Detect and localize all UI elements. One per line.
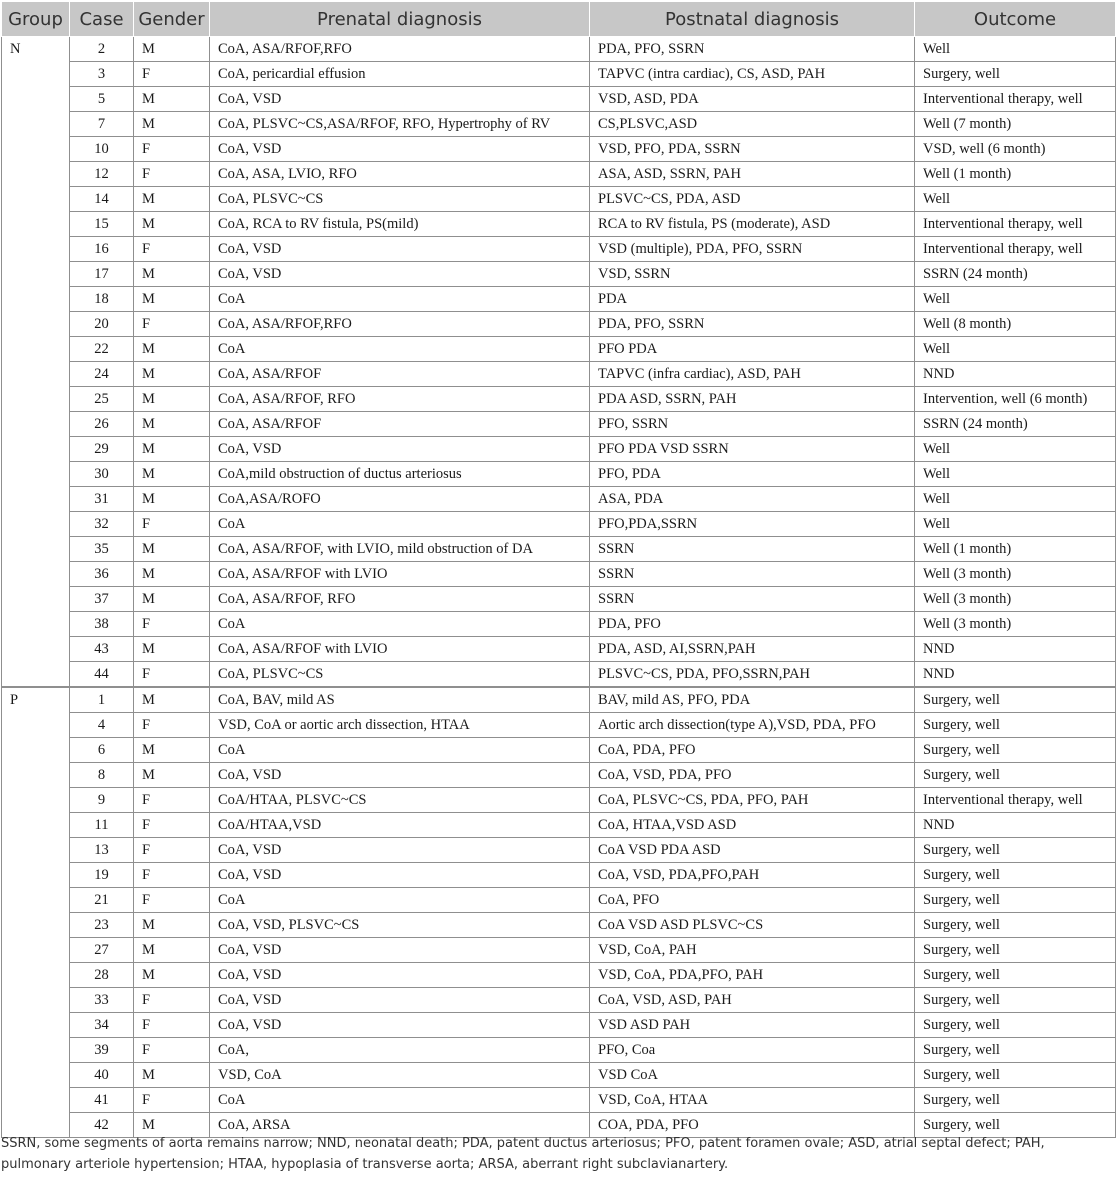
outcome-cell: SSRN (24 month) bbox=[915, 412, 1116, 437]
postnatal-diagnosis-cell: VSD, PFO, PDA, SSRN bbox=[590, 137, 915, 162]
gender-cell: M bbox=[134, 462, 210, 487]
table-row bbox=[2, 637, 1116, 662]
prenatal-diagnosis-cell: CoA, ASA/RFOF with LVIO bbox=[210, 637, 590, 662]
case-cell: 29 bbox=[70, 437, 134, 462]
prenatal-diagnosis-cell: CoA, ASA/RFOF,RFO bbox=[210, 312, 590, 337]
table-row bbox=[2, 863, 1116, 888]
case-cell: 25 bbox=[70, 387, 134, 412]
gender-cell: M bbox=[134, 1063, 210, 1088]
table-row bbox=[2, 838, 1116, 863]
group-cell: N bbox=[2, 37, 70, 688]
prenatal-diagnosis-cell: CoA, pericardial effusion bbox=[210, 62, 590, 87]
postnatal-diagnosis-cell: VSD, CoA, PDA,PFO, PAH bbox=[590, 963, 915, 988]
outcome-cell: Well bbox=[915, 487, 1116, 512]
case-cell: 21 bbox=[70, 888, 134, 913]
gender-cell: F bbox=[134, 312, 210, 337]
outcome-cell: SSRN (24 month) bbox=[915, 262, 1116, 287]
case-cell: 5 bbox=[70, 87, 134, 112]
gender-cell: F bbox=[134, 713, 210, 738]
table-row bbox=[2, 162, 1116, 187]
case-cell: 44 bbox=[70, 662, 134, 688]
outcome-cell: Well (8 month) bbox=[915, 312, 1116, 337]
postnatal-diagnosis-cell: VSD ASD PAH bbox=[590, 1013, 915, 1038]
prenatal-diagnosis-cell: CoA bbox=[210, 738, 590, 763]
prenatal-diagnosis-cell: CoA, ASA/RFOF bbox=[210, 362, 590, 387]
prenatal-diagnosis-cell: VSD, CoA or aortic arch dissection, HTAA bbox=[210, 713, 590, 738]
header-group: Group bbox=[2, 2, 70, 37]
case-cell: 9 bbox=[70, 788, 134, 813]
table-row bbox=[2, 713, 1116, 738]
outcome-cell: Surgery, well bbox=[915, 713, 1116, 738]
outcome-cell: NND bbox=[915, 362, 1116, 387]
prenatal-diagnosis-cell: CoA, VSD bbox=[210, 1013, 590, 1038]
prenatal-diagnosis-cell: CoA, VSD bbox=[210, 237, 590, 262]
outcome-cell: Well (1 month) bbox=[915, 537, 1116, 562]
postnatal-diagnosis-cell: ASA, PDA bbox=[590, 487, 915, 512]
postnatal-diagnosis-cell: PFO PDA VSD SSRN bbox=[590, 437, 915, 462]
case-cell: 18 bbox=[70, 287, 134, 312]
table-row bbox=[2, 1013, 1116, 1038]
case-cell: 12 bbox=[70, 162, 134, 187]
case-cell: 16 bbox=[70, 237, 134, 262]
case-cell: 15 bbox=[70, 212, 134, 237]
prenatal-diagnosis-cell: CoA, ASA/RFOF, RFO bbox=[210, 587, 590, 612]
gender-cell: F bbox=[134, 888, 210, 913]
table-row bbox=[2, 387, 1116, 412]
prenatal-diagnosis-cell: CoA,mild obstruction of ductus arteriosus bbox=[210, 462, 590, 487]
outcome-cell: Well (3 month) bbox=[915, 562, 1116, 587]
outcome-cell: Well bbox=[915, 462, 1116, 487]
outcome-cell: Surgery, well bbox=[915, 963, 1116, 988]
outcome-cell: Surgery, well bbox=[915, 738, 1116, 763]
postnatal-diagnosis-cell: PFO, PDA bbox=[590, 462, 915, 487]
case-cell: 17 bbox=[70, 262, 134, 287]
gender-cell: M bbox=[134, 738, 210, 763]
gender-cell: F bbox=[134, 1088, 210, 1113]
postnatal-diagnosis-cell: SSRN bbox=[590, 537, 915, 562]
table-row bbox=[2, 462, 1116, 487]
postnatal-diagnosis-cell: TAPVC (intra cardiac), CS, ASD, PAH bbox=[590, 62, 915, 87]
header-gender: Gender bbox=[134, 2, 210, 37]
postnatal-diagnosis-cell: VSD (multiple), PDA, PFO, SSRN bbox=[590, 237, 915, 262]
postnatal-diagnosis-cell: VSD, CoA, PAH bbox=[590, 938, 915, 963]
prenatal-diagnosis-cell: CoA, BAV, mild AS bbox=[210, 687, 590, 713]
table-row bbox=[2, 262, 1116, 287]
gender-cell: M bbox=[134, 112, 210, 137]
gender-cell: M bbox=[134, 587, 210, 612]
table-row bbox=[2, 487, 1116, 512]
table-row bbox=[2, 287, 1116, 312]
case-cell: 33 bbox=[70, 988, 134, 1013]
table-row bbox=[2, 562, 1116, 587]
gender-cell: F bbox=[134, 1038, 210, 1063]
prenatal-diagnosis-cell: CoA bbox=[210, 1088, 590, 1113]
outcome-cell: NND bbox=[915, 662, 1116, 688]
gender-cell: M bbox=[134, 287, 210, 312]
gender-cell: M bbox=[134, 187, 210, 212]
outcome-cell: Surgery, well bbox=[915, 888, 1116, 913]
outcome-cell: Well (1 month) bbox=[915, 162, 1116, 187]
outcome-cell: Surgery, well bbox=[915, 863, 1116, 888]
postnatal-diagnosis-cell: CS,PLSVC,ASD bbox=[590, 112, 915, 137]
prenatal-diagnosis-cell: CoA, ARSA bbox=[210, 1113, 590, 1138]
prenatal-diagnosis-cell: CoA/HTAA, PLSVC~CS bbox=[210, 788, 590, 813]
table-row bbox=[2, 87, 1116, 112]
case-cell: 37 bbox=[70, 587, 134, 612]
gender-cell: M bbox=[134, 1113, 210, 1138]
table-row bbox=[2, 963, 1116, 988]
postnatal-diagnosis-cell: RCA to RV fistula, PS (moderate), ASD bbox=[590, 212, 915, 237]
table-row bbox=[2, 212, 1116, 237]
prenatal-diagnosis-cell: CoA, VSD bbox=[210, 262, 590, 287]
prenatal-diagnosis-cell: CoA, PLSVC~CS bbox=[210, 187, 590, 212]
prenatal-diagnosis-cell: CoA bbox=[210, 512, 590, 537]
gender-cell: F bbox=[134, 1013, 210, 1038]
case-table bbox=[1, 1, 1116, 1138]
case-cell: 42 bbox=[70, 1113, 134, 1138]
header-outcome: Outcome bbox=[915, 2, 1116, 37]
outcome-cell: NND bbox=[915, 813, 1116, 838]
table-row bbox=[2, 37, 1116, 62]
table-row bbox=[2, 437, 1116, 462]
postnatal-diagnosis-cell: BAV, mild AS, PFO, PDA bbox=[590, 687, 915, 713]
outcome-cell: Surgery, well bbox=[915, 1113, 1116, 1138]
prenatal-diagnosis-cell: CoA bbox=[210, 287, 590, 312]
table-row bbox=[2, 112, 1116, 137]
postnatal-diagnosis-cell: COA, PDA, PFO bbox=[590, 1113, 915, 1138]
postnatal-diagnosis-cell: SSRN bbox=[590, 587, 915, 612]
outcome-cell: Surgery, well bbox=[915, 62, 1116, 87]
postnatal-diagnosis-cell: PFO,PDA,SSRN bbox=[590, 512, 915, 537]
case-cell: 35 bbox=[70, 537, 134, 562]
prenatal-diagnosis-cell: CoA, VSD bbox=[210, 763, 590, 788]
case-cell: 4 bbox=[70, 713, 134, 738]
table-row bbox=[2, 738, 1116, 763]
postnatal-diagnosis-cell: PDA ASD, SSRN, PAH bbox=[590, 387, 915, 412]
outcome-cell: Surgery, well bbox=[915, 838, 1116, 863]
postnatal-diagnosis-cell: VSD, ASD, PDA bbox=[590, 87, 915, 112]
gender-cell: M bbox=[134, 687, 210, 713]
outcome-cell: Well (3 month) bbox=[915, 587, 1116, 612]
postnatal-diagnosis-cell: TAPVC (infra cardiac), ASD, PAH bbox=[590, 362, 915, 387]
outcome-cell: Well bbox=[915, 187, 1116, 212]
postnatal-diagnosis-cell: Aortic arch dissection(type A),VSD, PDA, PFO bbox=[590, 713, 915, 738]
gender-cell: M bbox=[134, 487, 210, 512]
prenatal-diagnosis-cell: CoA, PLSVC~CS bbox=[210, 662, 590, 688]
gender-cell: M bbox=[134, 763, 210, 788]
outcome-cell: Well (7 month) bbox=[915, 112, 1116, 137]
table-row bbox=[2, 337, 1116, 362]
gender-cell: M bbox=[134, 963, 210, 988]
prenatal-diagnosis-cell: CoA, VSD bbox=[210, 963, 590, 988]
case-cell: 11 bbox=[70, 813, 134, 838]
table-row bbox=[2, 788, 1116, 813]
gender-cell: M bbox=[134, 212, 210, 237]
outcome-cell: Intervention, well (6 month) bbox=[915, 387, 1116, 412]
table-row bbox=[2, 412, 1116, 437]
gender-cell: F bbox=[134, 137, 210, 162]
table-row bbox=[2, 137, 1116, 162]
prenatal-diagnosis-cell: VSD, CoA bbox=[210, 1063, 590, 1088]
outcome-cell: NND bbox=[915, 637, 1116, 662]
outcome-cell: Surgery, well bbox=[915, 1013, 1116, 1038]
case-cell: 36 bbox=[70, 562, 134, 587]
table-row bbox=[2, 813, 1116, 838]
outcome-cell: Surgery, well bbox=[915, 1038, 1116, 1063]
outcome-cell: Surgery, well bbox=[915, 687, 1116, 713]
prenatal-diagnosis-cell: CoA, VSD bbox=[210, 87, 590, 112]
postnatal-diagnosis-cell: VSD CoA bbox=[590, 1063, 915, 1088]
postnatal-diagnosis-cell: SSRN bbox=[590, 562, 915, 587]
table-row bbox=[2, 237, 1116, 262]
header-prenatal-diagnosis: Prenatal diagnosis bbox=[210, 2, 590, 37]
gender-cell: F bbox=[134, 988, 210, 1013]
case-cell: 3 bbox=[70, 62, 134, 87]
outcome-cell: Surgery, well bbox=[915, 1088, 1116, 1113]
group-cell: P bbox=[2, 687, 70, 1138]
prenatal-diagnosis-cell: CoA bbox=[210, 888, 590, 913]
table-row bbox=[2, 938, 1116, 963]
case-cell: 8 bbox=[70, 763, 134, 788]
postnatal-diagnosis-cell: PDA, PFO, SSRN bbox=[590, 312, 915, 337]
gender-cell: M bbox=[134, 87, 210, 112]
outcome-cell: Interventional therapy, well bbox=[915, 87, 1116, 112]
case-cell: 30 bbox=[70, 462, 134, 487]
prenatal-diagnosis-cell: CoA, ASA/RFOF, RFO bbox=[210, 387, 590, 412]
postnatal-diagnosis-cell: CoA, PLSVC~CS, PDA, PFO, PAH bbox=[590, 788, 915, 813]
case-cell: 2 bbox=[70, 37, 134, 62]
postnatal-diagnosis-cell: VSD, SSRN bbox=[590, 262, 915, 287]
table-row bbox=[2, 763, 1116, 788]
prenatal-diagnosis-cell: CoA, ASA/RFOF, with LVIO, mild obstruction of DA bbox=[210, 537, 590, 562]
prenatal-diagnosis-cell: CoA, VSD bbox=[210, 838, 590, 863]
gender-cell: F bbox=[134, 838, 210, 863]
postnatal-diagnosis-cell: CoA, VSD, ASD, PAH bbox=[590, 988, 915, 1013]
case-cell: 32 bbox=[70, 512, 134, 537]
table-row bbox=[2, 1088, 1116, 1113]
outcome-cell: Well bbox=[915, 37, 1116, 62]
prenatal-diagnosis-cell: CoA bbox=[210, 612, 590, 637]
case-cell: 19 bbox=[70, 863, 134, 888]
outcome-cell: Interventional therapy, well bbox=[915, 212, 1116, 237]
postnatal-diagnosis-cell: ASA, ASD, SSRN, PAH bbox=[590, 162, 915, 187]
table-row bbox=[2, 1038, 1116, 1063]
gender-cell: F bbox=[134, 612, 210, 637]
prenatal-diagnosis-cell: CoA bbox=[210, 337, 590, 362]
case-cell: 41 bbox=[70, 1088, 134, 1113]
header-row bbox=[2, 2, 1116, 37]
prenatal-diagnosis-cell: CoA, VSD, PLSVC~CS bbox=[210, 913, 590, 938]
prenatal-diagnosis-cell: CoA, VSD bbox=[210, 863, 590, 888]
outcome-cell: Well (3 month) bbox=[915, 612, 1116, 637]
postnatal-diagnosis-cell: PDA, PFO, SSRN bbox=[590, 37, 915, 62]
footnote: SSRN, some segments of aorta remains narrow; NND, neonatal death; PDA, patent ductus arteriosus; PFO, patent foramen ovale; ASD, atrial septal defect; PAH, pulmonary arteriole hypertension; HTAA, hypoplasia of transverse aorta; ARSA, aberrant right subclavianartery. bbox=[1, 1136, 1045, 1172]
case-cell: 14 bbox=[70, 187, 134, 212]
gender-cell: M bbox=[134, 913, 210, 938]
prenatal-diagnosis-cell: CoA, PLSVC~CS,ASA/RFOF, RFO, Hypertrophy of RV bbox=[210, 112, 590, 137]
case-cell: 26 bbox=[70, 412, 134, 437]
table-row bbox=[2, 662, 1116, 688]
table-row bbox=[2, 612, 1116, 637]
table-row bbox=[2, 687, 1116, 713]
postnatal-diagnosis-cell: CoA, PFO bbox=[590, 888, 915, 913]
table-row bbox=[2, 587, 1116, 612]
case-cell: 31 bbox=[70, 487, 134, 512]
case-cell: 34 bbox=[70, 1013, 134, 1038]
header-postnatal-diagnosis: Postnatal diagnosis bbox=[590, 2, 915, 37]
postnatal-diagnosis-cell: CoA, VSD, PDA,PFO,PAH bbox=[590, 863, 915, 888]
case-cell: 22 bbox=[70, 337, 134, 362]
table-body bbox=[2, 37, 1116, 1138]
gender-cell: F bbox=[134, 162, 210, 187]
gender-cell: M bbox=[134, 337, 210, 362]
outcome-cell: Surgery, well bbox=[915, 913, 1116, 938]
table-row bbox=[2, 187, 1116, 212]
prenatal-diagnosis-cell: CoA, ASA, LVIO, RFO bbox=[210, 162, 590, 187]
gender-cell: M bbox=[134, 562, 210, 587]
postnatal-diagnosis-cell: VSD, CoA, HTAA bbox=[590, 1088, 915, 1113]
outcome-cell: VSD, well (6 month) bbox=[915, 137, 1116, 162]
case-cell: 23 bbox=[70, 913, 134, 938]
table-row bbox=[2, 62, 1116, 87]
prenatal-diagnosis-cell: CoA, bbox=[210, 1038, 590, 1063]
table-row bbox=[2, 512, 1116, 537]
outcome-cell: Surgery, well bbox=[915, 988, 1116, 1013]
gender-cell: F bbox=[134, 662, 210, 688]
case-cell: 13 bbox=[70, 838, 134, 863]
prenatal-diagnosis-cell: CoA, ASA/RFOF,RFO bbox=[210, 37, 590, 62]
table-row bbox=[2, 888, 1116, 913]
outcome-cell: Well bbox=[915, 437, 1116, 462]
prenatal-diagnosis-cell: CoA, ASA/RFOF bbox=[210, 412, 590, 437]
prenatal-diagnosis-cell: CoA,ASA/ROFO bbox=[210, 487, 590, 512]
outcome-cell: Interventional therapy, well bbox=[915, 237, 1116, 262]
case-cell: 27 bbox=[70, 938, 134, 963]
gender-cell: F bbox=[134, 788, 210, 813]
gender-cell: M bbox=[134, 412, 210, 437]
outcome-cell: Surgery, well bbox=[915, 763, 1116, 788]
prenatal-diagnosis-cell: CoA, VSD bbox=[210, 988, 590, 1013]
case-cell: 28 bbox=[70, 963, 134, 988]
gender-cell: M bbox=[134, 362, 210, 387]
gender-cell: F bbox=[134, 863, 210, 888]
postnatal-diagnosis-cell: CoA VSD PDA ASD bbox=[590, 838, 915, 863]
postnatal-diagnosis-cell: PDA bbox=[590, 287, 915, 312]
prenatal-diagnosis-cell: CoA, VSD bbox=[210, 938, 590, 963]
postnatal-diagnosis-cell: PLSVC~CS, PDA, PFO,SSRN,PAH bbox=[590, 662, 915, 688]
case-cell: 39 bbox=[70, 1038, 134, 1063]
outcome-cell: Surgery, well bbox=[915, 938, 1116, 963]
gender-cell: F bbox=[134, 62, 210, 87]
postnatal-diagnosis-cell: PFO, Coa bbox=[590, 1038, 915, 1063]
case-cell: 6 bbox=[70, 738, 134, 763]
gender-cell: M bbox=[134, 37, 210, 62]
table-row bbox=[2, 913, 1116, 938]
table-row bbox=[2, 1063, 1116, 1088]
gender-cell: F bbox=[134, 237, 210, 262]
postnatal-diagnosis-cell: PDA, PFO bbox=[590, 612, 915, 637]
gender-cell: M bbox=[134, 938, 210, 963]
case-cell: 43 bbox=[70, 637, 134, 662]
outcome-cell: Interventional therapy, well bbox=[915, 788, 1116, 813]
gender-cell: M bbox=[134, 437, 210, 462]
postnatal-diagnosis-cell: CoA VSD ASD PLSVC~CS bbox=[590, 913, 915, 938]
prenatal-diagnosis-cell: CoA/HTAA,VSD bbox=[210, 813, 590, 838]
case-cell: 7 bbox=[70, 112, 134, 137]
case-cell: 38 bbox=[70, 612, 134, 637]
outcome-cell: Surgery, well bbox=[915, 1063, 1116, 1088]
prenatal-diagnosis-cell: CoA, VSD bbox=[210, 137, 590, 162]
outcome-cell: Well bbox=[915, 287, 1116, 312]
table-row bbox=[2, 537, 1116, 562]
case-cell: 10 bbox=[70, 137, 134, 162]
prenatal-diagnosis-cell: CoA, ASA/RFOF with LVIO bbox=[210, 562, 590, 587]
gender-cell: M bbox=[134, 537, 210, 562]
postnatal-diagnosis-cell: CoA, HTAA,VSD ASD bbox=[590, 813, 915, 838]
prenatal-diagnosis-cell: CoA, VSD bbox=[210, 437, 590, 462]
table-row bbox=[2, 362, 1116, 387]
postnatal-diagnosis-cell: PLSVC~CS, PDA, ASD bbox=[590, 187, 915, 212]
gender-cell: M bbox=[134, 637, 210, 662]
postnatal-diagnosis-cell: CoA, VSD, PDA, PFO bbox=[590, 763, 915, 788]
postnatal-diagnosis-cell: PDA, ASD, AI,SSRN,PAH bbox=[590, 637, 915, 662]
postnatal-diagnosis-cell: PFO PDA bbox=[590, 337, 915, 362]
header-case: Case bbox=[70, 2, 134, 37]
postnatal-diagnosis-cell: CoA, PDA, PFO bbox=[590, 738, 915, 763]
case-cell: 40 bbox=[70, 1063, 134, 1088]
gender-cell: F bbox=[134, 512, 210, 537]
prenatal-diagnosis-cell: CoA, RCA to RV fistula, PS(mild) bbox=[210, 212, 590, 237]
postnatal-diagnosis-cell: PFO, SSRN bbox=[590, 412, 915, 437]
outcome-cell: Well bbox=[915, 337, 1116, 362]
case-cell: 1 bbox=[70, 687, 134, 713]
case-cell: 20 bbox=[70, 312, 134, 337]
gender-cell: F bbox=[134, 813, 210, 838]
gender-cell: M bbox=[134, 262, 210, 287]
table-row bbox=[2, 988, 1116, 1013]
table-row bbox=[2, 312, 1116, 337]
outcome-cell: Well bbox=[915, 512, 1116, 537]
case-cell: 24 bbox=[70, 362, 134, 387]
gender-cell: M bbox=[134, 387, 210, 412]
